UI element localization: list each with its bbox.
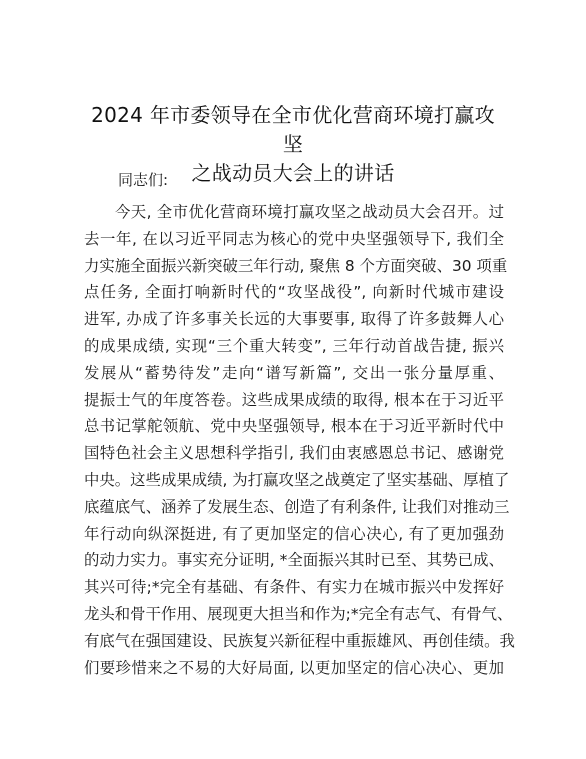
title-line-1: 2024 年市委领导在全市优化营商环境打赢攻坚 bbox=[91, 103, 495, 156]
body-line: 有底气在强国建设、民族复兴新征程中重振雄风、再创佳绩。我 bbox=[84, 631, 515, 650]
body-line: 国特色社会主义思想科学指引, 我们由衷感恩总书记、感谢党 bbox=[84, 444, 504, 463]
body-line: 们要珍惜来之不易的大好局面, 以更加坚定的信心决心、更加 bbox=[84, 658, 504, 677]
body-line: 年行动向纵深挺进, 有了更加坚定的信心决心, 有了更加强劲 bbox=[84, 524, 504, 543]
body-line: 其兴可待;*完全有基础、有条件、有实力在城市振兴中发挥好 bbox=[84, 578, 504, 597]
body-line: 的成果成绩, 实现“三个重大转变”, 三年行动首战告捷, 振兴 bbox=[84, 336, 504, 355]
body-line: 点任务, 全面打响新时代的“攻坚战役”, 向新时代城市建设 bbox=[84, 283, 504, 302]
salutation: 同志们: bbox=[118, 171, 169, 189]
body-line: 力实施全面振兴新突破三年行动, 聚焦 8 个方面突破、30 项重 bbox=[84, 256, 508, 275]
body-paragraph bbox=[84, 199, 515, 681]
body-line: 进军, 办成了许多事关长远的大事要事, 取得了许多鼓舞人心 bbox=[84, 310, 504, 329]
body-line: 发展从“蓄势待发”走向“谱写新篇”, 交出一张分量厚重、 bbox=[84, 363, 504, 382]
title-line-2: 之战动员大会上的讲话 bbox=[191, 161, 395, 185]
body-line: 总书记掌舵领航、党中央坚强领导, 根本在于习近平新时代中 bbox=[84, 417, 504, 436]
body-line: 的动力实力。事实充分证明, *全面振兴其时已至、其势已成、 bbox=[84, 551, 504, 570]
body-line: 龙头和骨干作用、展现更大担当和作为;*完全有志气、有骨气、 bbox=[84, 604, 513, 623]
body-line: 底蕴底气、涵养了发展生态、创造了有利条件, 让我们对推动三 bbox=[84, 497, 510, 516]
body-line: 中央。这些成果成绩, 为打赢攻坚之战奠定了坚实基础、厚植了 bbox=[84, 470, 510, 489]
body-line: 去一年, 在以习近平同志为核心的党中央坚强领导下, 我们全 bbox=[84, 229, 504, 248]
body-line: 今天, 全市优化营商环境打赢攻坚之战动员大会召开。过 bbox=[115, 203, 504, 221]
body-line: 提振士气的年度答卷。这些成果成绩的取得, 根本在于习近平 bbox=[84, 390, 504, 409]
